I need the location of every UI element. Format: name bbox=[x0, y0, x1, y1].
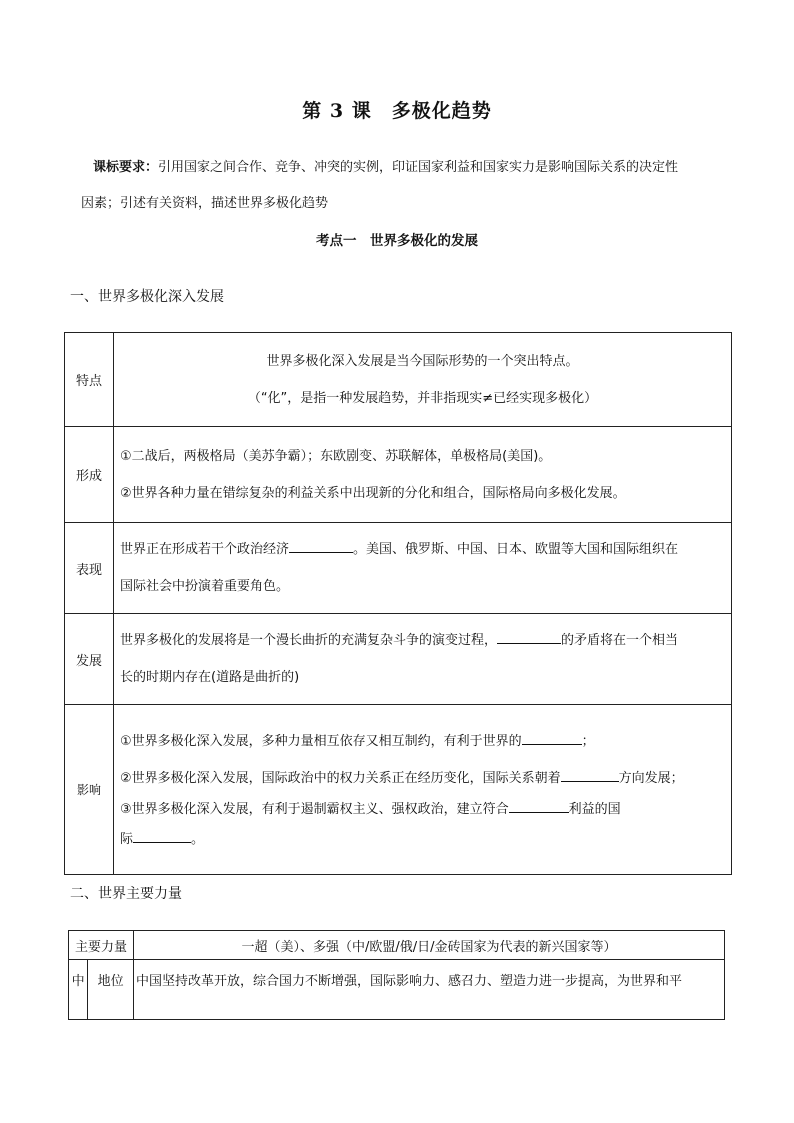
row-content-features bbox=[114, 333, 732, 427]
manifestation-text-a: 世界正在形成若干个政治经济 bbox=[120, 542, 290, 557]
features-line-2: （“化”，是指一种发展趋势，并非指现实≠已经实现多极化） bbox=[247, 390, 598, 406]
development-text-b: 的矛盾将在一个相当 bbox=[561, 633, 679, 648]
manifestation-line-2: 国际社会中扮演着重要角色。 bbox=[120, 579, 290, 594]
table-row bbox=[69, 960, 725, 1020]
impact-2-text-a: ②世界多极化深入发展，国际政治中的权力关系正在经历变化，国际关系朝着 bbox=[120, 770, 561, 786]
development-line-2: 长的时期内存在(道路是曲折的) bbox=[120, 670, 300, 685]
impact-2-text-b: 方向发展； bbox=[618, 770, 684, 786]
impact-3-text-a: ③世界多极化深入发展，有利于遏制霸权主义、强权政治，建立符合 bbox=[120, 801, 509, 817]
section-heading-1: 一、世界多极化深入发展 bbox=[70, 289, 224, 305]
exam-point-heading: 考点一 世界多极化的发展 bbox=[316, 233, 478, 249]
status-label: 地位 bbox=[88, 960, 134, 1020]
manifestation-text-b: 。美国、俄罗斯、中国、日本、欧盟等大国和国际组织在 bbox=[353, 542, 679, 557]
impact-4-text-b: 。 bbox=[191, 831, 205, 847]
major-powers-table bbox=[68, 930, 725, 1020]
impact-3-text-b: 利益的国 bbox=[568, 801, 621, 817]
table-row bbox=[65, 705, 732, 875]
formation-line-1: ①二战后，两极格局（美苏争霸）；东欧剧变、苏联解体，单极格局(美国)。 bbox=[120, 448, 552, 464]
formation-line-2: ②世界各种力量在错综复杂的利益关系中出现新的分化和组合，国际格局向多极化发展。 bbox=[120, 485, 626, 501]
curriculum-requirement bbox=[81, 150, 753, 222]
fill-blank[interactable] bbox=[561, 767, 619, 782]
row-content-development bbox=[114, 614, 732, 705]
development-text-a: 世界多极化的发展将是一个漫长曲折的充满复杂斗争的演变过程， bbox=[120, 633, 498, 648]
status-text: 中国坚持改革开放，综合国力不断增强，国际影响力、感召力、塑造力进一步提高，为世界和平 bbox=[134, 960, 725, 1020]
requirement-line-1: 引用国家之间合作、竞争、冲突的实例，印证国家利益和国家实力是影响国际关系的决定性 bbox=[158, 160, 679, 175]
row-header-impact: 影响 bbox=[65, 705, 114, 875]
row-header-manifestation: 表现 bbox=[65, 523, 114, 614]
page-title: 第 3 课 多极化趋势 bbox=[302, 100, 492, 122]
multipolarity-table bbox=[64, 332, 732, 875]
row-header-features: 特点 bbox=[65, 333, 114, 427]
row-header-formation: 形成 bbox=[65, 427, 114, 523]
section-heading-2: 二、世界主要力量 bbox=[70, 886, 182, 902]
table-row bbox=[65, 614, 732, 705]
requirement-line-2: 因素；引述有关资料，描述世界多极化趋势 bbox=[81, 196, 329, 211]
features-line-1: 世界多极化深入发展是当今国际形势的一个突出特点。 bbox=[266, 353, 579, 369]
row-header-development: 发展 bbox=[65, 614, 114, 705]
fill-blank[interactable] bbox=[133, 828, 191, 843]
major-powers-header: 主要力量 bbox=[69, 931, 134, 960]
country-cell: 中 bbox=[69, 960, 88, 1020]
row-content-formation bbox=[114, 427, 732, 523]
table-row bbox=[65, 333, 732, 427]
fill-blank[interactable] bbox=[497, 629, 561, 644]
table-row bbox=[65, 427, 732, 523]
impact-4-text-a: 际 bbox=[120, 831, 134, 847]
table-row bbox=[69, 931, 725, 960]
row-content-impact bbox=[114, 705, 732, 875]
table-row bbox=[65, 523, 732, 614]
fill-blank[interactable] bbox=[522, 730, 582, 745]
major-powers-value: 一超（美）、多强（中/欧盟/俄/日/金砖国家为代表的新兴国家等） bbox=[134, 931, 725, 960]
fill-blank[interactable] bbox=[289, 538, 353, 553]
impact-1-text-a: ①世界多极化深入发展，多种力量相互依存又相互制约，有利于世界的 bbox=[120, 733, 522, 749]
requirement-label: 课标要求： bbox=[93, 160, 159, 175]
row-content-manifestation bbox=[114, 523, 732, 614]
impact-1-text-b: ； bbox=[581, 733, 595, 749]
fill-blank[interactable] bbox=[509, 798, 569, 813]
